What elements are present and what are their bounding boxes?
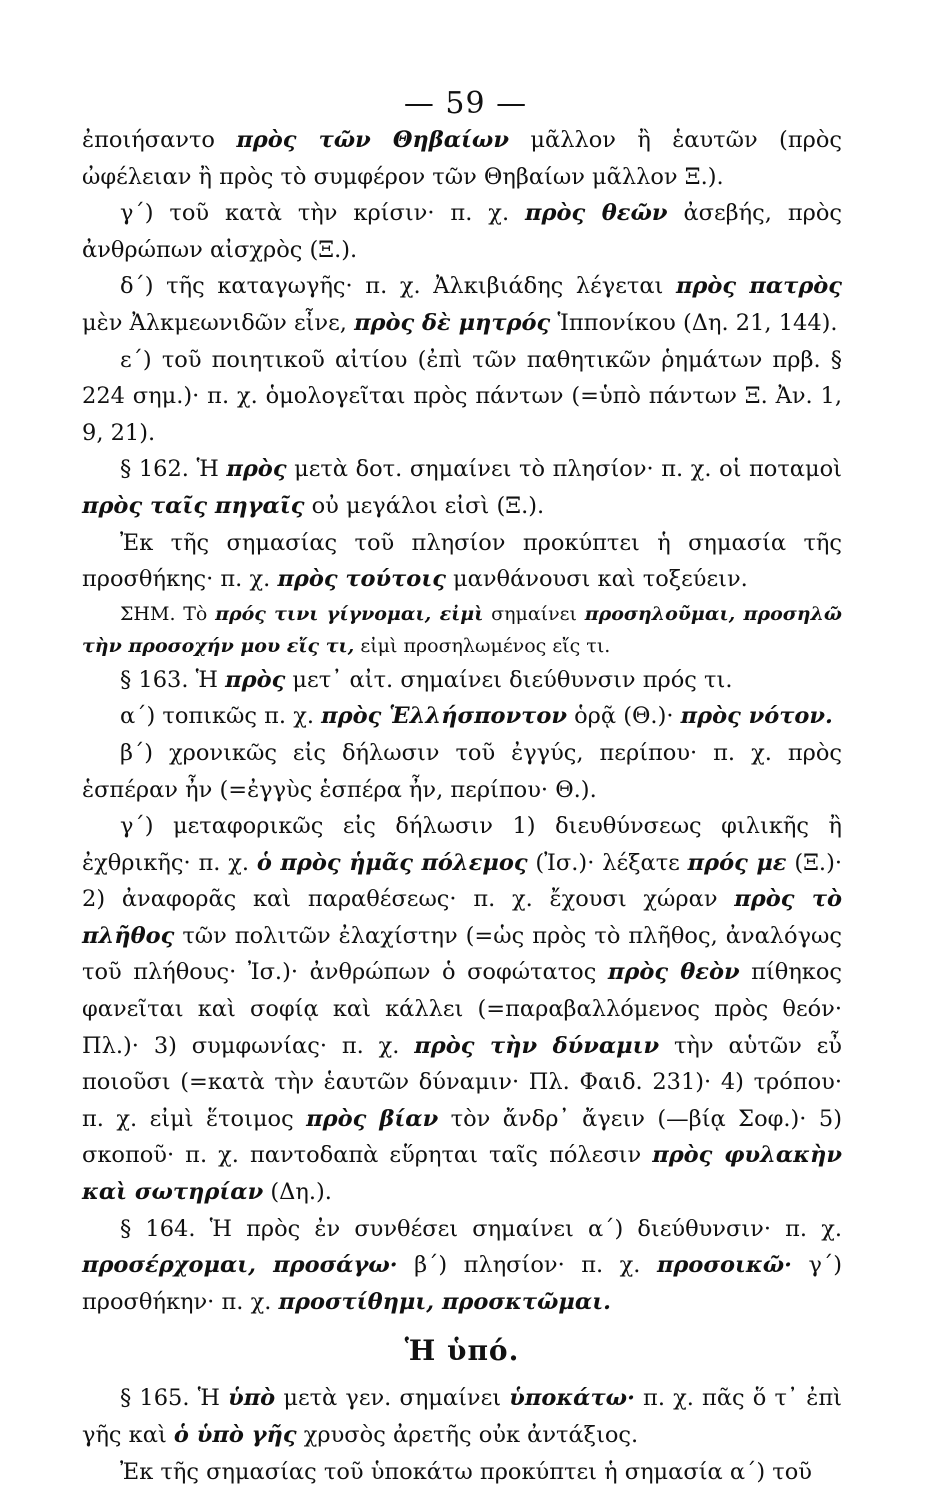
paragraph: γ΄) μεταφορικῶς εἰς δήλωσιν 1) διευθύνσεως φιλικῆς ἢ ἐχθρικῆς· π. χ. ὁ πρὸς ἡμᾶς πόλεμος (Ἰσ.)· λέξατε πρός με (Ξ.)· 2) ἀναφορᾶς καὶ παραθέσεως· π. χ. ἔχουσι χώραν πρὸς τὸ πλῆθος τῶν πολιτῶν ἐλαχίστην (=ὡς πρὸς τὸ πλῆθος, ἀναλόγως τοῦ πλήθους· Ἰσ.)· ἀνθρώπων ὁ σοφώτατος πρὸς θεὸν πίθηκος φανεῖται καὶ σοφίᾳ καὶ κάλλει (=παραβαλλόμενος πρὸς θεόν· Πλ.)· 3) συμφωνίας· π. χ. πρὸς τὴν δύναμιν τὴν αὑτῶν εὖ ποιοῦσι (=κατὰ τὴν ἑαυτῶν δύναμιν· Πλ. Φαιδ. 231)· 4) τρόπου· π. χ. εἰμὶ ἕτοιμος πρὸς βίαν τὸν ἄνδρ᾽ ἄγειν (—βίᾳ Σοφ.)· 5) σκοποῦ· π. χ. παντοδαπὰ εὕρηται ταῖς πόλεσιν πρὸς φυλακὴν καὶ σωτηρίαν (Δη.). (82, 813, 843, 1206)
paragraph: Ἐκ τῆς σημασίας τοῦ πλησίον προκύπτει ἡ σημασία τῆς προσθήκης· π. χ. πρὸς τούτοις μανθάνουσι καὶ τοξεύειν. (82, 529, 842, 593)
paragraph: γ΄) τοῦ κατὰ τὴν κρίσιν· π. χ. πρὸς θεῶν ἀσεβής, πρὸς ἀνθρώπων αἰσχρὸς (Ξ.). (82, 200, 842, 263)
note: ΣΗΜ. Τὸ πρός τινι γίγνομαι, εἰμὶ σημαίνει προσηλοῦμαι, προσηλῶ τὴν προσοχήν μου εἴς τι, εἰμὶ προσηλωμένος εἴς τι. (82, 602, 843, 657)
paragraph: α΄) τοπικῶς π. χ. πρὸς Ἑλλήσποντον ὁρᾷ (Θ.)· πρὸς νότον. (120, 703, 833, 730)
section-163: § 163. Ἡ πρὸς μετ᾽ αἰτ. σημαίνει διεύθυνσιν πρός τι. (120, 666, 733, 693)
paragraph: β΄) χρονικῶς εἰς δήλωσιν τοῦ ἐγγύς, περίπου· π. χ. πρὸς ἑσπέραν ἦν (=ἐγγὺς ἑσπέρα ἦν, περίπου· Θ.). (82, 739, 842, 803)
paragraph: ε΄) τοῦ ποιητικοῦ αἰτίου (ἐπὶ τῶν παθητικῶν ῥημάτων πρβ. § 224 σημ.)· π. χ. ὁμολογεῖται πρὸς πάντων (=ὑπὸ πάντων Ξ. Ἀν. 1, 9, 21). (82, 346, 842, 446)
page-number: — 59 — (403, 86, 528, 121)
section-heading: Ἡ ὑπό. (404, 1334, 520, 1368)
paragraph: Ἐκ τῆς σημασίας τοῦ ὑποκάτω προκύπτει ἡ σημασία α΄) τοῦ (120, 1458, 812, 1485)
section-164: § 164. Ἡ πρὸς ἐν συνθέσει σημαίνει α΄) διεύθυνσιν· π. χ. προσέρχομαι, προσάγω· β΄) πλησίον· π. χ. προσοικῶ· γ΄) προσθήκην· π. χ. προστίθημι, προσκτῶμαι. (82, 1215, 842, 1315)
section-165: § 165. Ἡ ὑπὸ μετὰ γεν. σημαίνει ὑποκάτω· π. χ. πᾶς ὅ τ᾽ ἐπὶ γῆς καὶ ὁ ὑπὸ γῆς χρυσὸς ἀρετῆς οὐκ ἀντάξιος. (82, 1385, 842, 1448)
paragraph: ἐποιήσαντο πρὸς τῶν Θηβαίων μᾶλλον ἢ ἑαυτῶν (πρὸς ὠφέλειαν ἢ πρὸς τὸ συμφέρον τῶν Θηβαίων μᾶλλον Ξ.). (82, 127, 842, 190)
paragraph: δ΄) τῆς καταγωγῆς· π. χ. Ἀλκιβιάδης λέγεται πρὸς πατρὸς μὲν Ἀλκμεωνιδῶν εἶνε, πρὸς δὲ μητρός Ἱππονίκου (Δη. 21, 144). (82, 273, 842, 336)
page-body (82, 122, 842, 1490)
section-162: § 162. Ἡ πρὸς μετὰ δοτ. σημαίνει τὸ πλησίον· π. χ. οἱ ποταμοὶ πρὸς ταῖς πηγαῖς οὐ μεγάλοι εἰσὶ (Ξ.). (82, 456, 842, 519)
